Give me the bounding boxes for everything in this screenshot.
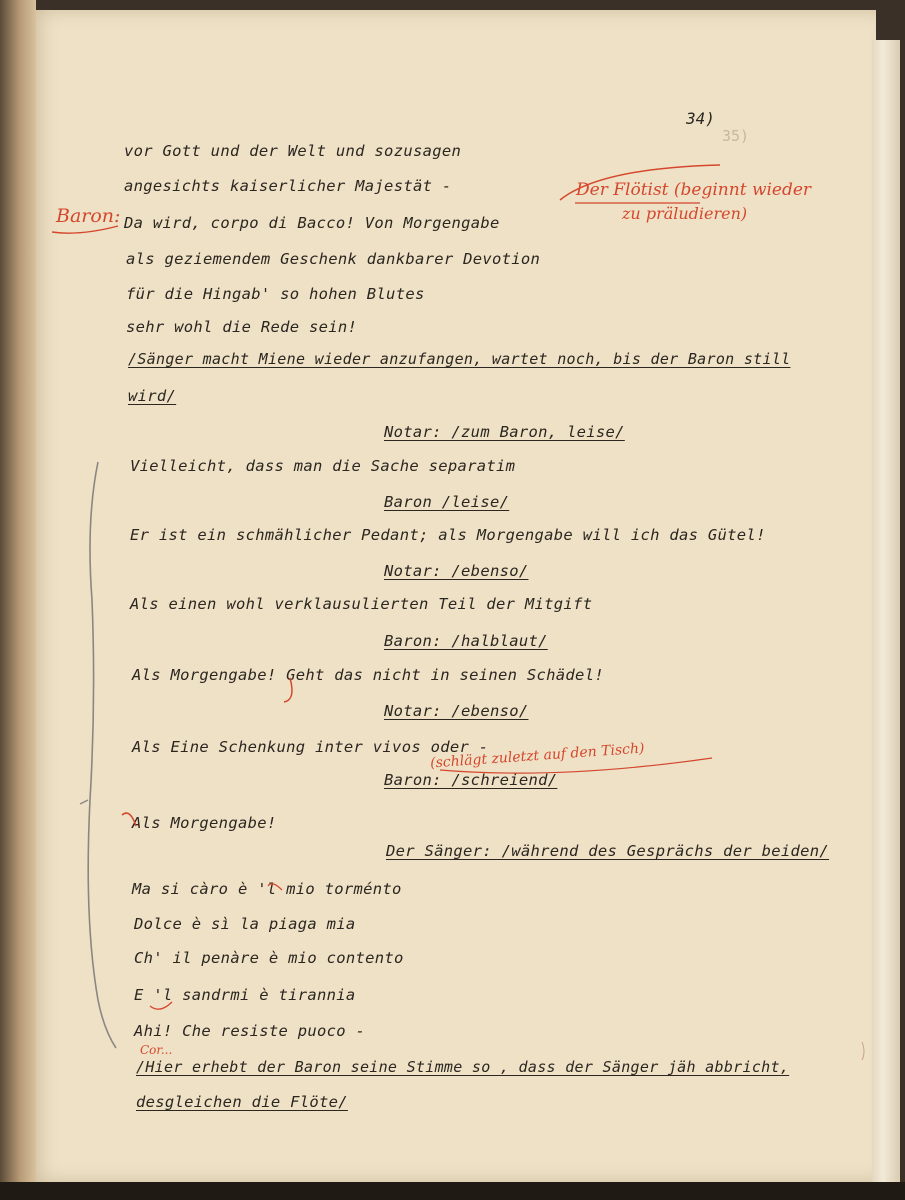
text-line: Er ist ein schmählicher Pedant; als Morgengabe will ich das Gütel!	[130, 526, 766, 544]
text-line: Als Eine Schenkung inter vivos oder -	[132, 738, 489, 756]
speaker-cue: Notar: /ebenso/	[384, 562, 529, 580]
text-line: Vielleicht, dass man die Sache separatim	[130, 457, 516, 475]
text-line: Als einen wohl verklausulierten Teil der Mitgift	[130, 595, 593, 613]
note-schlaegt: (schlägt zuletzt auf den Tisch)	[429, 740, 645, 772]
stage-direction: wird/	[128, 387, 177, 405]
aria-line: Ch' il penàre è mio contento	[134, 949, 404, 967]
text-line: angesichts kaiserlicher Majestät -	[124, 177, 452, 195]
speaker-cue: Notar: /zum Baron, leise/	[384, 423, 625, 441]
speaker-cue: Baron /leise/	[384, 493, 510, 511]
note-floetist: Der Flötist (beginnt wieder	[576, 180, 812, 200]
text-line: für die Hingab' so hohen Blutes	[126, 285, 425, 303]
note-praeludieren: zu präludieren)	[622, 204, 748, 223]
text-line: Als Morgengabe! Geht das nicht in seinen Schädel!	[132, 666, 604, 684]
text-line: sehr wohl die Rede sein!	[126, 318, 358, 336]
speaker-cue: Baron: /schreiend/	[384, 771, 558, 789]
text-line: als geziemendem Geschenk dankbarer Devotion	[126, 250, 541, 268]
stage-direction: /Hier erhebt der Baron seine Stimme so , dass der Sänger jäh abbricht,	[136, 1058, 790, 1076]
aria-line: Ahi! Che resiste puoco -	[134, 1022, 366, 1040]
stage-direction: desgleichen die Flöte/	[136, 1093, 348, 1111]
binding-edge	[0, 0, 36, 1200]
aria-line: Ma si càro è 'l mio torménto	[132, 880, 402, 898]
speaker-cue: Der Sänger: /während des Gesprächs der beiden/	[386, 842, 830, 860]
scan-bottom-border	[0, 1182, 905, 1200]
page-number: 34)	[686, 109, 715, 128]
speaker-cue: Notar: /ebenso/	[384, 702, 529, 720]
note-cor: Cor...	[140, 1043, 173, 1057]
aria-line: Dolce è sì la piaga mia	[134, 915, 356, 933]
text-line: vor Gott und der Welt und sozusagen	[124, 142, 462, 160]
ghost-page-number: 35)	[722, 127, 750, 145]
aria-line: E 'l sandrmi è tirannia	[134, 986, 356, 1004]
margin-note-baron: Baron:	[56, 205, 121, 227]
text-line: Da wird, corpo di Bacco! Von Morgengabe	[124, 214, 500, 232]
page-stack-edge	[872, 40, 900, 1190]
stage-direction: /Sänger macht Miene wieder anzufangen, wartet noch, bis der Baron still	[128, 350, 791, 368]
speaker-cue: Baron: /halblaut/	[384, 632, 548, 650]
text-line: Als Morgengabe!	[132, 814, 277, 832]
